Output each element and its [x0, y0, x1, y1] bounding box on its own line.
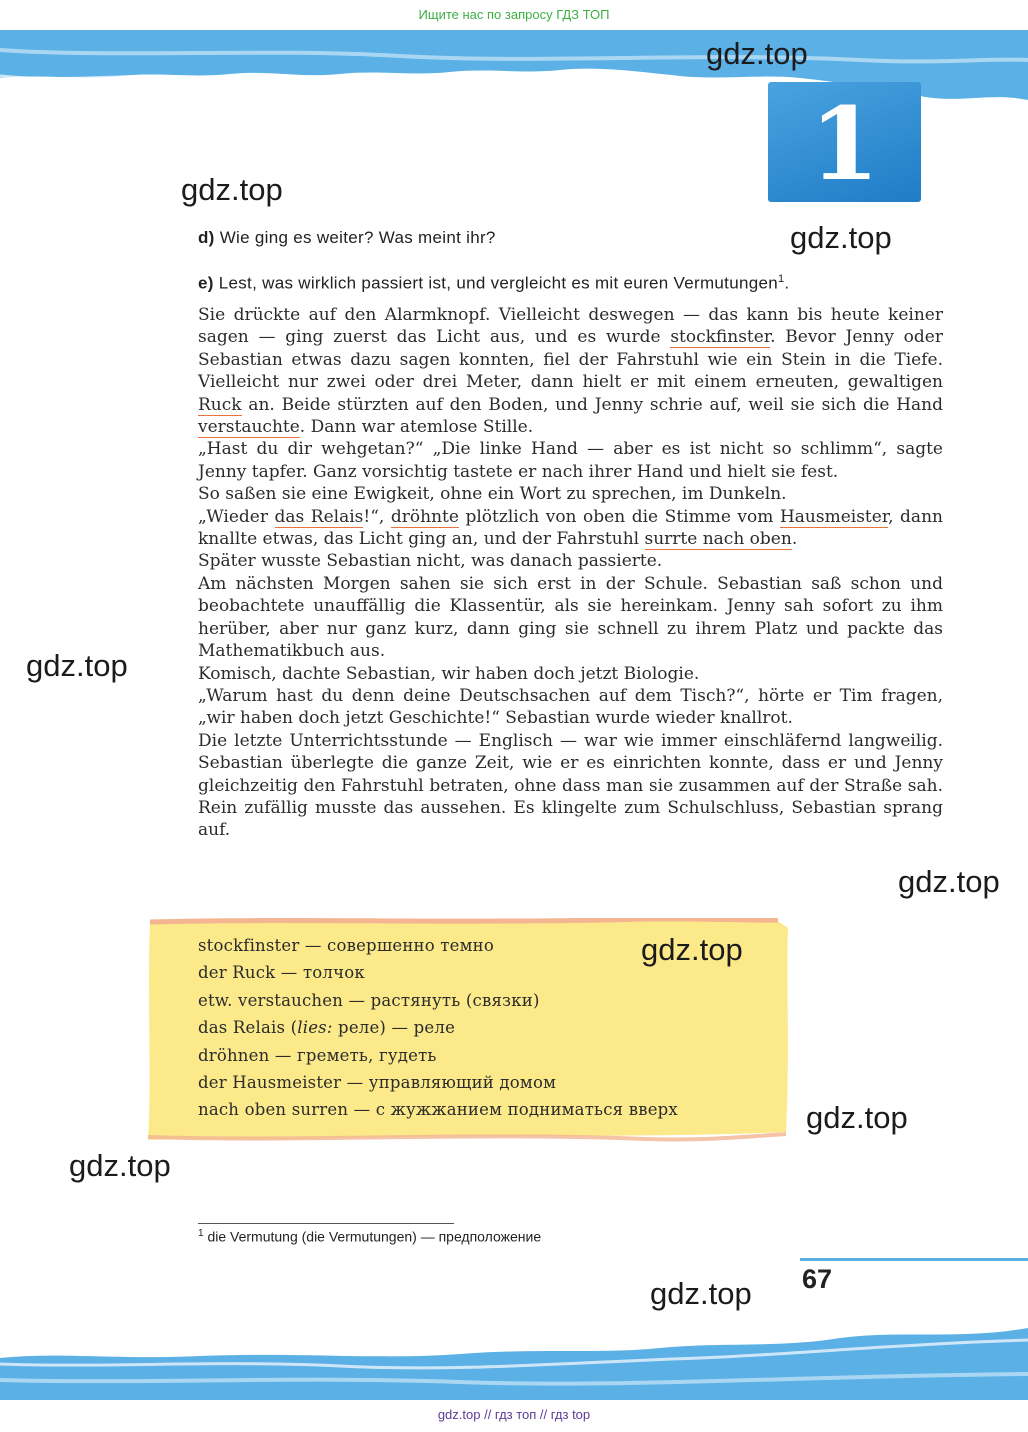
watermark: gdz.top	[641, 932, 743, 967]
vocab-segment: das Relais (	[198, 1018, 298, 1038]
watermark: gdz.top	[706, 36, 808, 71]
vocab-highlight: Ruck	[198, 394, 242, 415]
story-paragraph: „Warum hast du denn deine Deutschsachen auf dem Tisch?“, hörte er Tim fragen, „wir haben doch jetzt Geschichte!“ Sebastian wurde wieder knallrot.	[198, 685, 943, 729]
task-e-end: .	[784, 273, 790, 293]
story-paragraph: Am nächsten Morgen sahen sie sich erst in der Schule. Sebastian saß schon und beobachtete unauffällig die Klassentür, als sie hereinkam. Jenny sah sofort zu ihm herüber, aber nur ganz kurz, dann ging sie schnell zu ihrem Platz und packte das Mathematikbuch aus.	[198, 573, 943, 662]
story-segment: „Wieder	[198, 506, 275, 527]
page-number: 67	[802, 1264, 833, 1294]
story-segment: . Bevor Jenny oder Sebastian etwas dazu sagen konnten, fiel der Fahrstuhl wie ein Stein in die Tiefe. Vielleicht nur zwei oder drei Meter, dann hielt er mit einem erneuten, gewaltigen	[198, 327, 943, 393]
vocab-highlight: dröhnte	[390, 506, 459, 527]
task-d-text: Wie ging es weiter? Was meint ihr?	[219, 228, 496, 247]
story-segment: plötzlich von oben die Stimme vom	[458, 506, 780, 527]
footnote-number: 1	[198, 1228, 204, 1239]
page-number-rule	[800, 1258, 1028, 1261]
sky-footer-decoration	[0, 1318, 1028, 1400]
vocab-item: der Ruck — толчок	[198, 963, 365, 983]
story-paragraph: „Hast du dir wehgetan?“ „Die linke Hand — aber es ist nicht so schlimm“, sagte Jenny tapfer. Ganz vorsichtig tastete er nach ihrer Hand und hielt sie fest.	[198, 439, 943, 482]
story-paragraph: Komisch, dachte Sebastian, wir haben doch jetzt Biologie.	[198, 663, 700, 684]
story-paragraph: Die letzte Unterrichtsstunde — Englisch — war wie immer einschläfernd langweilig. Sebastian überlegte die ganze Zeit, wie er es einrichten konnte, dass er und Jenny gleichzeitig den Fahrstuhl betraten, ohne dass man sie zusammen auf der Straße sah. Rein zufällig musste das aussehen. Es klingelte zum Schulschluss, Sebastian sprang auf.	[198, 730, 943, 841]
top-banner[interactable]: Ищите нас по запросу ГДЗ ТОП	[418, 7, 610, 22]
story-segment: !“,	[363, 506, 391, 527]
vocab-highlight: Hausmeister	[779, 506, 889, 527]
watermark: gdz.top	[26, 648, 128, 683]
story-paragraph	[198, 506, 943, 551]
story-paragraph	[198, 304, 943, 438]
vocab-item: etw. verstauchen — растянуть (связки)	[198, 990, 540, 1010]
watermark: gdz.top	[806, 1100, 908, 1135]
chapter-number: 1	[809, 85, 880, 203]
footnote	[198, 1228, 541, 1245]
story-paragraph: Später wusste Sebastian nicht, was danach passierte.	[198, 551, 663, 572]
footnote-divider	[198, 1223, 454, 1224]
bottom-banner[interactable]: gdz.top // гдз топ // гдз top	[437, 1407, 591, 1422]
vocab-item: nach oben surren — с жужжанием подниматься вверх	[198, 1100, 678, 1120]
footnote-text: die Vermutung (die Vermutungen) — предположение	[207, 1228, 542, 1245]
task-e-label: e)	[198, 273, 214, 293]
vocab-highlight: surrte nach oben	[644, 529, 792, 550]
vocab-highlight: das Relais	[274, 506, 364, 527]
vocab-segment: lies:	[297, 1018, 333, 1038]
task-e-footnote-ref: 1	[777, 273, 785, 285]
vocab-item: der Hausmeister — управляющий домом	[198, 1073, 557, 1093]
task-d-label: d)	[198, 228, 215, 247]
watermark: gdz.top	[650, 1276, 752, 1311]
watermark: gdz.top	[898, 864, 1000, 899]
chapter-number-box	[768, 82, 921, 202]
vocab-item: dröhnen — греметь, гудеть	[198, 1045, 437, 1065]
vocab-highlight: stockfinster	[670, 327, 771, 348]
story-segment: . Dann war atemlose Stille.	[299, 417, 534, 438]
vocab-segment: реле) — реле	[332, 1018, 456, 1038]
story-segment: , dann knallte etwas, das Licht ging an, und der Fahrstuhl	[198, 506, 943, 550]
story-paragraph: So saßen sie eine Ewigkeit, ohne ein Wort zu sprechen, im Dunkeln.	[198, 484, 787, 505]
story-segment: .	[791, 529, 798, 550]
watermark: gdz.top	[790, 220, 892, 255]
vocab-item: stockfinster — совершенно темно	[198, 936, 494, 955]
vocab-highlight: verstauchte	[198, 417, 300, 438]
watermark: gdz.top	[181, 172, 283, 207]
story-text	[198, 304, 943, 842]
task-d	[198, 228, 496, 248]
story-segment: Sie drückte auf den Alarmknopf. Vielleicht deswegen — das kann bis heute keiner sagen — ging zuerst das Licht aus, und es wurde	[198, 305, 943, 348]
task-e	[198, 273, 789, 294]
story-segment: an. Beide stürzten auf den Boden, und Jenny schrie auf, weil sie sich die Hand	[241, 394, 943, 415]
task-e-text: Lest, was wirklich passiert ist, und vergleicht es mit euren Vermutungen	[218, 273, 778, 293]
vocab-item	[198, 1014, 788, 1041]
watermark: gdz.top	[69, 1148, 171, 1183]
